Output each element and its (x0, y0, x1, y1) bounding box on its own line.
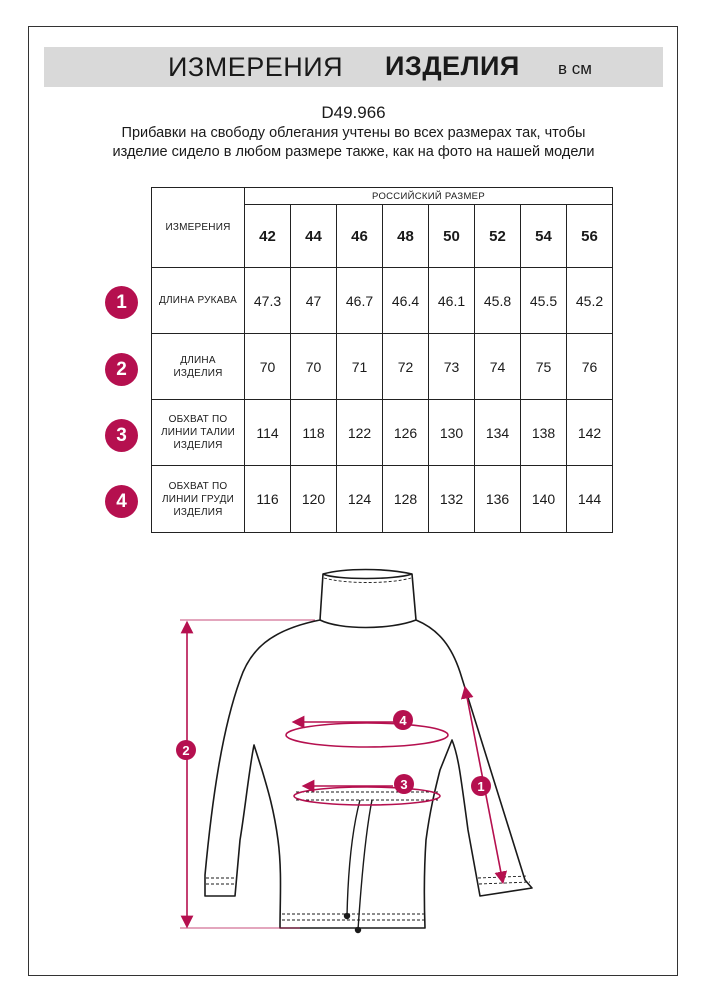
sweater-body (205, 570, 532, 929)
table-cell: 134 (475, 400, 521, 466)
row-number-badge-3: 3 (105, 419, 138, 452)
title-unit: в см (558, 59, 592, 78)
sketch-markers (176, 710, 491, 796)
garment-outline (205, 570, 532, 929)
row-label-garment-length: ДЛИНА ИЗДЕЛИЯ (152, 334, 245, 400)
table-cell: 74 (475, 334, 521, 400)
row-number-badge-1: 1 (105, 286, 138, 319)
size-group-label: РОССИЙСКИЙ РАЗМЕР (245, 188, 613, 205)
table-cell: 47.3 (245, 268, 291, 334)
marker-4-label: 4 (399, 713, 407, 728)
table-cell: 140 (521, 466, 567, 533)
table-cell: 126 (383, 400, 429, 466)
size-header: 42 (245, 205, 291, 268)
table-cell: 72 (383, 334, 429, 400)
table-cell: 75 (521, 334, 567, 400)
row-number-badge-2: 2 (105, 353, 138, 386)
table-cell: 136 (475, 466, 521, 533)
article-number: D49.966 (321, 103, 386, 122)
table-cell: 46.1 (429, 268, 475, 334)
waist-girth-ellipse (294, 787, 440, 805)
table-cell: 120 (291, 466, 337, 533)
marker-3-label: 3 (400, 777, 408, 792)
collar-top (323, 574, 412, 579)
drawstring (345, 800, 373, 933)
table-cell: 46.7 (337, 268, 383, 334)
guide-lines (180, 620, 315, 928)
table-cell: 45.8 (475, 268, 521, 334)
size-header: 52 (475, 205, 521, 268)
marker-2-label: 2 (182, 743, 190, 758)
table-cell: 73 (429, 334, 475, 400)
fit-note: Прибавки на свободу облегания учтены во всех размерах так, чтобы изделие сидело в любом размере также, как на фото на нашей модели (112, 125, 595, 160)
table-cell: 114 (245, 400, 291, 466)
size-header: 46 (337, 205, 383, 268)
size-header: 56 (567, 205, 613, 268)
measure-arrows (187, 627, 502, 922)
row-label-sleeve-length: ДЛИНА РУКАВА (152, 268, 245, 334)
size-header: 54 (521, 205, 567, 268)
table-cell: 118 (291, 400, 337, 466)
table-cell: 142 (567, 400, 613, 466)
table-cell: 130 (429, 400, 475, 466)
table-cell: 71 (337, 334, 383, 400)
title-measurements: ИЗМЕРЕНИЯ (168, 52, 344, 82)
table-cell: 124 (337, 466, 383, 533)
row-number-badge-4: 4 (105, 485, 138, 518)
row-label-chest-girth: ОБХВАТ ПО ЛИНИИ ГРУДИ ИЗДЕЛИЯ (152, 466, 245, 533)
marker-1-label: 1 (477, 779, 485, 794)
table-cell: 76 (567, 334, 613, 400)
table-corner-label: ИЗМЕРЕНИЯ (152, 188, 245, 268)
size-header: 50 (429, 205, 475, 268)
table-cell: 70 (291, 334, 337, 400)
table-cell: 45.2 (567, 268, 613, 334)
table-cell: 45.5 (521, 268, 567, 334)
table-cell: 138 (521, 400, 567, 466)
title-garment: ИЗДЕЛИЯ (385, 51, 520, 81)
table-cell: 144 (567, 466, 613, 533)
table-cell: 122 (337, 400, 383, 466)
size-header: 48 (383, 205, 429, 268)
row-label-waist-girth: ОБХВАТ ПО ЛИНИИ ТАЛИИ ИЗДЕЛИЯ (152, 400, 245, 466)
table-cell: 70 (245, 334, 291, 400)
size-header: 44 (291, 205, 337, 268)
table-cell: 47 (291, 268, 337, 334)
table-cell: 132 (429, 466, 475, 533)
table-cell: 46.4 (383, 268, 429, 334)
collar-base (320, 620, 416, 628)
table-cell: 116 (245, 466, 291, 533)
table-cell: 128 (383, 466, 429, 533)
chest-girth-ellipse (286, 723, 448, 747)
